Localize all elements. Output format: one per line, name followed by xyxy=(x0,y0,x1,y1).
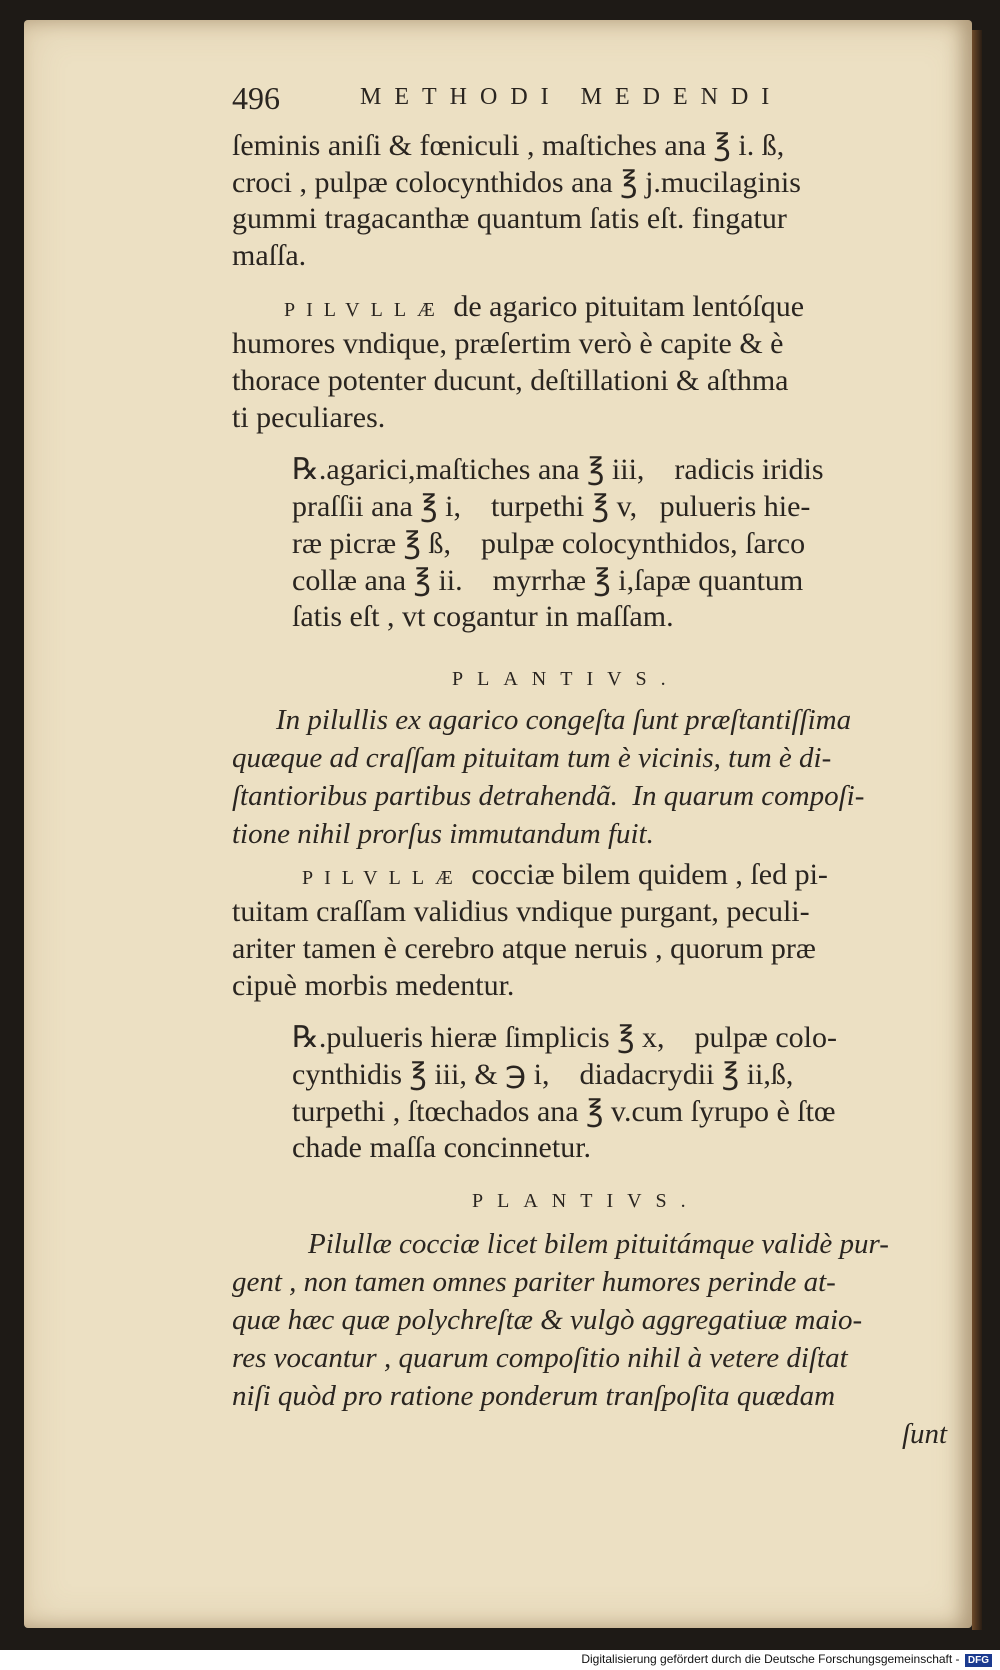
text-line: quæque ad craſſam pituitam tum è vicinis, tum è di- xyxy=(232,742,832,774)
dfg-logo: DFG xyxy=(965,1654,992,1667)
text-line: ti peculiares. xyxy=(232,401,386,434)
page-number: 496 xyxy=(232,80,280,116)
text-line: cipuè morbis medentur. xyxy=(232,969,515,1002)
text-line: praſſii ana ℥ i, turpethi ℥ v, pulueris hie- xyxy=(292,490,811,523)
text-fragment: cocciæ bilem quidem , ſed pi- xyxy=(463,858,828,891)
text-line: quæ hæc quæ polychreſtæ & vulgò aggregatiuæ maio- xyxy=(232,1304,863,1336)
text-line xyxy=(302,858,828,892)
catchword: ſunt xyxy=(902,1418,948,1450)
text-line: humores vndique, præſertim verò è capite & è xyxy=(232,327,784,360)
text-line: croci , pulpæ colocynthidos ana ℥ j.mucilaginis xyxy=(232,166,801,199)
text-line: ſatis eſt , vt cogantur in maſſam. xyxy=(292,600,674,633)
text-line: ℞.agarici,maſtiches ana ℥ iii, radicis iridis xyxy=(292,453,824,486)
text-line: In pilullis ex agarico congeſta ſunt præſtantiſſima xyxy=(276,704,852,736)
text-line: cynthidis ℥ iii, & ℈ i, diadacrydii ℥ ii,ß, xyxy=(292,1058,794,1091)
text-line: collæ ana ℥ ii. myrrhæ ℥ i,ſapæ quantum xyxy=(292,564,804,597)
text-line: tione nihil prorſus immutandum fuit. xyxy=(232,818,654,850)
text-line: res vocantur , quarum compoſitio nihil à vetere diſtat xyxy=(232,1342,848,1374)
section-heading-plantius-1: PLANTIVS. xyxy=(452,668,680,690)
text-line: Pilullæ cocciæ licet bilem pituitámque validè pur- xyxy=(308,1228,889,1260)
text-line xyxy=(284,290,804,324)
small-caps-term: PILVLLÆ xyxy=(284,299,446,321)
text-line: turpethi , ſtœchados ana ℥ v.cum ſyrupo è ſtœ xyxy=(292,1095,836,1128)
text-fragment: de agarico pituitam lentóſque xyxy=(445,290,805,323)
small-caps-term: PILVLLÆ xyxy=(302,867,464,889)
text-line: chade maſſa concinnetur. xyxy=(292,1131,592,1164)
text-line: maſſa. xyxy=(232,239,307,272)
page-edge xyxy=(972,30,982,1630)
text-line: ℞.pulueris hieræ ſimplicis ℥ x, pulpæ colo- xyxy=(292,1021,838,1054)
text-line: gent , non tamen omnes pariter humores perinde at- xyxy=(232,1266,836,1298)
section-heading-plantius-2: PLANTIVS. xyxy=(472,1190,700,1212)
text-line: ræ picræ ℥ ß, pulpæ colocynthidos, ſarco xyxy=(292,527,806,560)
text-line: ſeminis aniſi & fœniculi , maſtiches ana ℥ i. ß, xyxy=(232,129,785,162)
text-line: ariter tamen è cerebro atque neruis , quorum præ xyxy=(232,932,816,965)
text-line: tuitam craſſam validius vndique purgant, peculi- xyxy=(232,895,810,928)
text-line: thorace potenter ducunt, deſtillationi & aſthma xyxy=(232,364,789,397)
digitization-footer xyxy=(581,1652,992,1667)
text-line: ſtantioribus partibus detrahendã. In quarum compoſi- xyxy=(232,780,865,812)
footer-credit: Digitalisierung gefördert durch die Deutsche Forschungsgemeinschaft - xyxy=(581,1652,960,1666)
running-title: METHODI MEDENDI xyxy=(360,84,783,110)
text-line: niſi quòd pro ratione ponderum tranſpoſita quædam xyxy=(232,1380,836,1412)
text-line: gummi tragacanthæ quantum ſatis eſt. fingatur xyxy=(232,202,787,235)
